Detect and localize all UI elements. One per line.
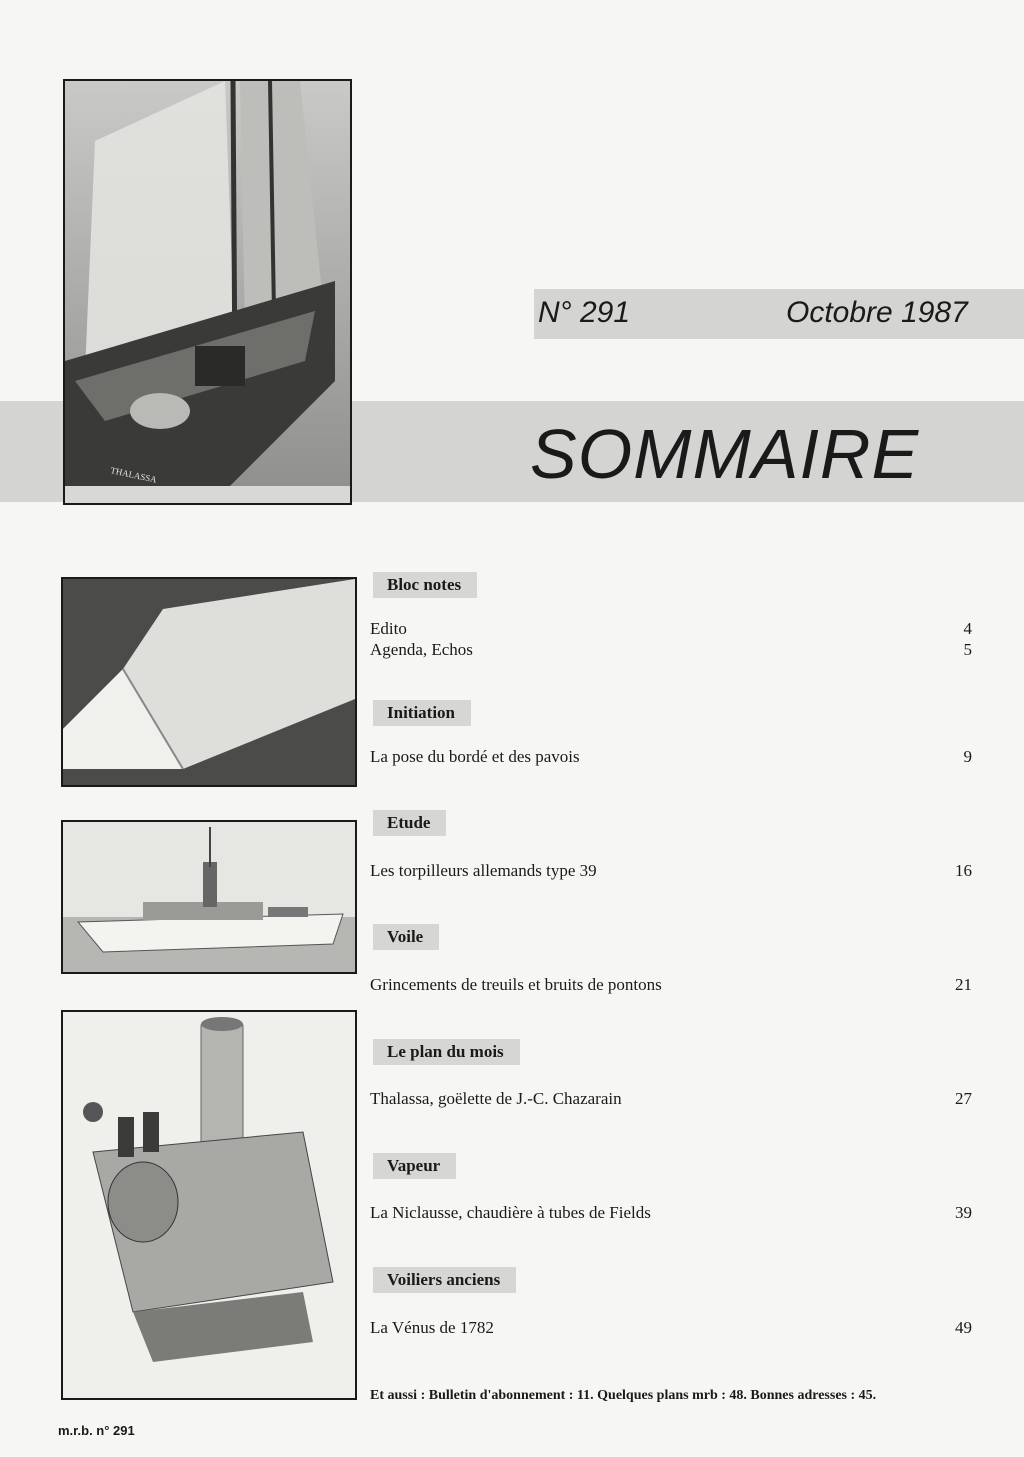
section-heading-vapeur: Vapeur [373,1153,456,1179]
toc-entry-page: 39 [955,1203,972,1222]
toc-entry-title: Thalassa, goëlette de J.-C. Chazarain [370,1089,622,1108]
torpedo-boat-photo [61,820,357,974]
toc-entry-title: Les torpilleurs allemands type 39 [370,861,597,880]
section-heading-plan-du-mois: Le plan du mois [373,1039,520,1065]
section-heading-bloc-notes: Bloc notes [373,572,477,598]
toc-entry-page: 49 [955,1318,972,1337]
also-text: Bulletin d'abonnement : 11. Quelques plans mrb : 48. Bonnes adresses : 45. [428,1388,877,1403]
schooner-image [65,81,350,503]
section-heading-initiation: Initiation [373,700,471,726]
hull-closeup-photo [61,577,357,787]
toc-entry-page: 5 [963,640,972,659]
section-heading-etude: Etude [373,810,446,836]
also-note [370,1388,876,1404]
issue-date: Octobre 1987 [786,296,968,329]
schooner-photo [63,79,352,505]
toc-entry-page: 21 [955,975,972,994]
toc-entry-page: 27 [955,1089,972,1108]
stern-name: THALASSA [109,465,158,485]
boiler-image [63,1012,355,1398]
also-label: Et aussi : [370,1388,426,1403]
boiler-photo [61,1010,357,1400]
section-heading-voile: Voile [373,924,439,950]
toc-entry-title: Edito [370,619,407,638]
toc-entry-title: La pose du bordé et des pavois [370,747,580,766]
hull-image [63,579,355,785]
page-title: SOMMAIRE [530,415,920,493]
toc-entry-title: La Vénus de 1782 [370,1318,494,1337]
toc-entry-title: Grincements de treuils et bruits de pontons [370,975,662,994]
toc-entry-page: 16 [955,861,972,880]
toc-entry-page: 4 [963,619,972,638]
folio: m.r.b. n° 291 [58,1423,135,1438]
section-heading-voiliers-anciens: Voiliers anciens [373,1267,516,1293]
toc-entry-page: 9 [963,747,972,766]
issue-number: N° 291 [538,296,631,329]
toc-entry-title: La Niclausse, chaudière à tubes de Fields [370,1203,651,1222]
toc-entry-title: Agenda, Echos [370,640,473,659]
torpedo-boat-image [63,822,355,972]
